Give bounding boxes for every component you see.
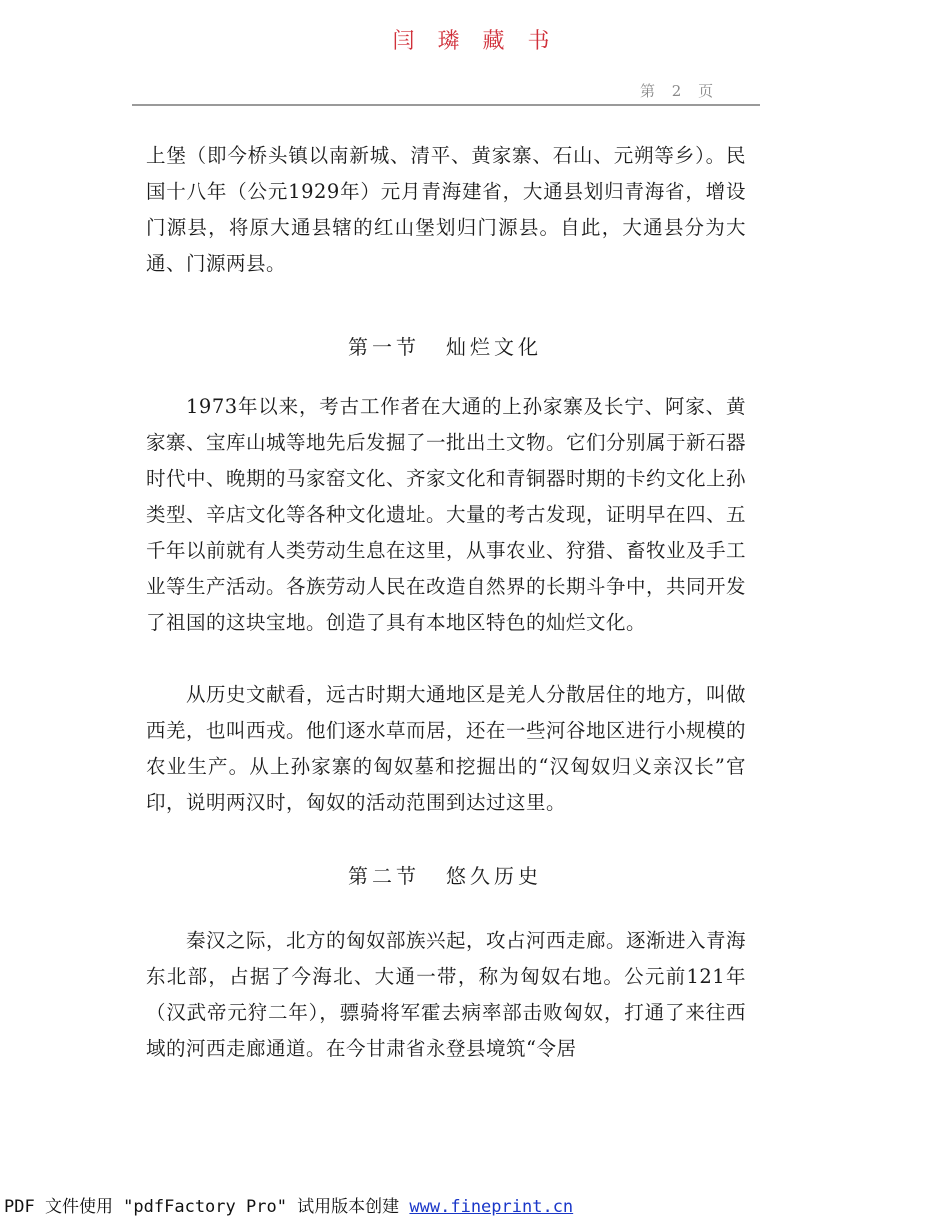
section-heading-1	[348, 331, 542, 360]
intro-paragraph: 上堡（即今桥头镇以南新城、清平、黄家寨、石山、元朔等乡）。民国十八年（公元1929年）元月青海建省，大通县划归青海省，增设门源县，将原大通县辖的红山堡划归门源县。自此，大通县分为大通、门源两县。	[146, 144, 746, 275]
pdf-footer	[4, 1192, 573, 1218]
section-title: 灿烂文化	[446, 335, 542, 359]
section-2-paragraph-1: 秦汉之际，北方的匈奴部族兴起，攻占河西走廊。逐渐进入青海东北部，占据了今海北、大通一带，称为匈奴右地。公元前121年（汉武帝元狩二年），骠骑将军霍去病率部击败匈奴，打通了来往西域的河西走廊通道。在今甘肃省永登县境筑“令居	[146, 929, 747, 1060]
page-number: 第 2 页	[640, 82, 720, 100]
section-number: 第一节	[348, 335, 420, 359]
section-heading-2	[348, 860, 542, 889]
footer-link[interactable]: www.fineprint.cn	[409, 1197, 574, 1217]
header-divider	[132, 104, 760, 106]
section-1-paragraph-2: 从历史文献看，远古时期大通地区是羌人分散居住的地方，叫做西羌，也叫西戎。他们逐水草而居，还在一些河谷地区进行小规模的农业生产。从上孙家寨的匈奴墓和挖掘出的“汉匈奴归义亲汉长”官印，说明两汉时，匈奴的活动范围到达过这里。	[146, 683, 747, 814]
footer-text: PDF 文件使用 "pdfFactory Pro" 试用版本创建	[4, 1197, 410, 1217]
section-1-paragraph-1: 1973年以来，考古工作者在大通的上孙家寨及长宁、阿家、黄家寨、宝库山城等地先后发掘了一批出土文物。它们分别属于新石器时代中、晚期的马家窑文化、齐家文化和青铜器时期的卡约文化上孙类型、辛店文化等各种文化遗址。大量的考古发现，证明早在四、五千年以前就有人类劳动生息在这里，从事农业、狩猎、畜牧业及手工业等生产活动。各族劳动人民在改造自然界的长期斗争中，共同开发了祖国的这块宝地。创造了具有本地区特色的灿烂文化。	[146, 395, 747, 634]
section-title: 悠久历史	[446, 864, 542, 888]
book-header-title: 闫 璘 藏 书	[392, 29, 558, 54]
section-number: 第二节	[348, 864, 420, 888]
